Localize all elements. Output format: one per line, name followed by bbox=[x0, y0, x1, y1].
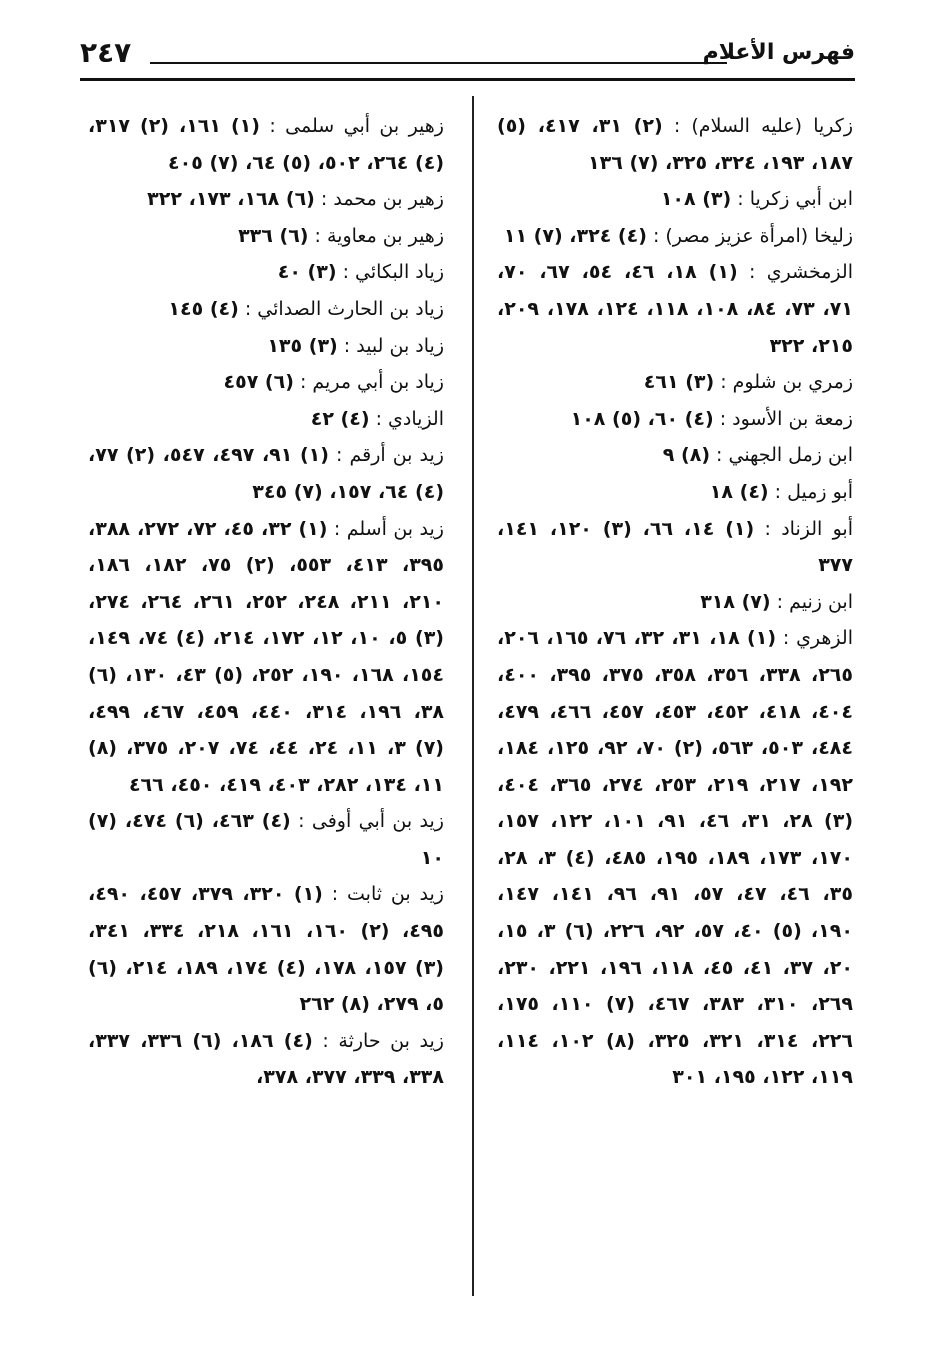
entry-page-refs: (٧) ٣١٨ bbox=[700, 590, 771, 613]
entry-separator: : bbox=[646, 224, 666, 247]
entry-name: ابن زمل الجهني bbox=[728, 444, 853, 467]
running-title: فهرس الأعلام bbox=[702, 40, 855, 65]
index-entry bbox=[88, 437, 444, 510]
entry-page-refs: (٤) ١٨٦، (٦) ٣٣٦، ٣٣٧، ٣٣٨، ٣٣٩، ٣٧٧، ٣٧٨، bbox=[88, 1029, 444, 1089]
header-dash-rule bbox=[150, 62, 727, 64]
index-entry bbox=[497, 218, 853, 255]
entry-name: الزيادي bbox=[388, 407, 444, 430]
index-entry bbox=[88, 218, 444, 255]
index-entry bbox=[88, 401, 444, 438]
entry-name: زيد بن أسلم bbox=[346, 517, 444, 540]
entry-separator: : bbox=[337, 334, 357, 357]
column-divider bbox=[472, 96, 474, 1296]
index-entry bbox=[88, 364, 444, 401]
entry-page-refs: (٤) ٣٢٤، (٧) ١١ bbox=[503, 224, 647, 247]
entry-page-refs: (٦) ٣٣٦ bbox=[238, 224, 309, 247]
entry-name: ابن أبي زكريا bbox=[749, 188, 853, 211]
entry-name: زمري بن شلوم bbox=[732, 371, 853, 394]
entry-name: زياد بن أبي مريم bbox=[312, 371, 444, 394]
entry-page-refs: (١) ١٦١، (٢) ٣١٧، (٤) ٢٦٤، ٥٠٢، (٥) ٦٤، (٧) ٤٠٥ bbox=[88, 115, 444, 174]
index-entry bbox=[88, 181, 444, 218]
entry-page-refs: (٣) ٤٦١ bbox=[643, 371, 715, 394]
index-entry bbox=[497, 474, 853, 511]
index-entry bbox=[497, 181, 853, 218]
entry-separator: : bbox=[312, 1029, 339, 1052]
entry-page-refs: (١) ١٨، ٤٦، ٥٤، ٦٧، ٧٠، ٧١، ٧٣، ٨٤، ١٠٨، ١١٨، ١٢٤، ١٧٨، ٢٠٩، ٢١٥، ٣٢٢ bbox=[497, 261, 853, 357]
entry-separator: : bbox=[770, 590, 790, 613]
entry-page-refs: (٣) ٤٠ bbox=[277, 261, 337, 284]
entry-page-refs: (١) ١٨، ٣١، ٣٢، ٧٦، ١٦٥، ٢٠٦، ٢٦٥، ٣٣٨، ٣٥٦، ٣٥٨، ٣٧٥، ٣٩٥، ٤٠٠، ٤٠٤، ٤١٨، ٤٥٢، ٤٥٣، ٤٥٧، ٤٦٦، ٤٧٩، ٤٨٤، ٥٠٣، ٥٦٣، (٢) ٧٠، ٩٢، ١٢٥، ١٨٤، ١٩٢، ٢١٧، ٢١٩، ٢٥٣، ٢٧٤، ٣٦٥، ٤٠٤، (٣) ٢٨، ٣١، ٤٦، ٩١، ١٠١، ١٢٢، ١٥٧، ١٧٠، ١٧٣، ١٨٩، ١٩٥، ٤٨٥، (٤) ٣، ٢٨، ٣٥، ٤٦، ٤٧، ٥٧، ٩١، ٩٦، ١٤١، ١٤٧، ١٩٠، (٥) ٤٠، ٥٧، ٩٢، ٢٢٦، (٦) ٣، ١٥، ٢٠، ٣٧، ٤١، ٤٥، ١١٨، ١٩٦، ٢٢١، ٢٣٠، ٢٦٩، ٣١٠، ٣٨٣، ٤٦٧، (٧) ١١٠، ١٧٥، ٢٢٦، ٣١٤، ٣٢١، ٣٢٥، (٨) ١٠٢، ١١٤، ١١٩، ١٢٢، ١٩٥، ٣٠١ bbox=[497, 627, 853, 1089]
index-entry bbox=[497, 584, 853, 621]
entry-separator: : bbox=[327, 517, 347, 540]
entry-page-refs: (٤) ٦٠، (٥) ١٠٨ bbox=[570, 407, 714, 430]
entry-name: أبو الزناد bbox=[781, 517, 853, 540]
entry-page-refs: (١) ٣٢، ٤٥، ٧٢، ٢٧٢، ٣٨٨، ٣٩٥، ٤١٣، ٥٥٣، (٢) ٧٥، ١٨٢، ١٨٦، ٢١٠، ٢١١، ٢٤٨، ٢٥٢، ٢٦١، ٢٦٤، ٢٧٤، (٣) ٥، ١٠، ١٢، ١٧٢، ٢١٤، (٤) ٧٤، ١٤٩، ١٥٤، ١٦٨، ١٩٠، ٢٥٢، (٥) ٤٣، ١٣٠، (٦) ٣٨، ١٩٦، ٣١٤، ٤٤٠، ٤٥٩، ٤٦٧، ٤٩٩، (٧) ٣، ١١، ٢٤، ٤٤، ٧٤، ٢٠٧، ٣٧٥، (٨) ١١، ١٣٤، ٢٨٢، ٤٠٣، ٤١٩، ٤٥٠، ٤٦٦ bbox=[88, 517, 444, 796]
index-entry bbox=[88, 803, 444, 876]
index-entry bbox=[88, 876, 444, 1022]
entry-separator: : bbox=[754, 517, 782, 540]
entry-name: زيد بن حارثة bbox=[338, 1029, 444, 1052]
entry-name: زيد بن أبي أوفى bbox=[311, 810, 444, 833]
entry-name: زيد بن ثابت bbox=[347, 883, 444, 906]
entry-separator: : bbox=[710, 444, 729, 467]
entry-separator: : bbox=[737, 261, 767, 284]
entry-page-refs: (٤) ٤٦٣، (٦) ٤٧٤، (٧) ١٠ bbox=[88, 810, 444, 869]
entry-separator: : bbox=[336, 261, 356, 284]
entry-page-refs: (١) ١٤، ٦٦، (٣) ١٢٠، ١٤١، ٣٧٧ bbox=[497, 517, 853, 577]
entry-name: الزهري bbox=[796, 627, 853, 650]
index-entry bbox=[497, 511, 853, 584]
entry-separator: : bbox=[776, 627, 797, 650]
entry-separator: : bbox=[308, 224, 327, 247]
entry-name: زياد بن لبيد bbox=[356, 334, 444, 357]
entry-separator: : bbox=[369, 407, 389, 430]
index-entry bbox=[88, 1023, 444, 1096]
entry-separator: : bbox=[662, 115, 692, 137]
entry-name: زليخا (امرأة عزيز مصر) bbox=[665, 224, 853, 247]
index-entry bbox=[497, 108, 853, 181]
entry-page-refs: (٤) ١٤٥ bbox=[168, 297, 239, 320]
page-number: ٢٤٧ bbox=[80, 36, 132, 69]
entry-page-refs: (١) ٩١، ٤٩٧، ٥٤٧، (٢) ٧٧، (٤) ٦٤، ١٥٧، (٧) ٣٤٥ bbox=[88, 444, 444, 503]
entry-page-refs: (٦) ١٦٨، ١٧٣، ٣٢٢ bbox=[147, 188, 315, 211]
header-rule bbox=[80, 78, 855, 81]
entry-name: الزمخشري bbox=[766, 261, 853, 284]
entry-name: أبو زميل bbox=[787, 480, 853, 503]
entry-separator: : bbox=[293, 371, 313, 394]
entry-page-refs: (٤) ٤٢ bbox=[310, 407, 370, 430]
entry-name: زمعة بن الأسود bbox=[732, 407, 853, 430]
index-entry bbox=[88, 291, 444, 328]
entry-separator: : bbox=[290, 810, 312, 833]
entry-separator: : bbox=[714, 371, 733, 394]
entry-name: زهير بن أبي سلمى bbox=[285, 115, 444, 137]
entry-page-refs: (٨) ٩ bbox=[662, 444, 710, 467]
entry-name: زهير بن معاوية bbox=[326, 224, 444, 247]
entry-separator: : bbox=[238, 297, 258, 320]
entry-separator: : bbox=[713, 407, 733, 430]
entry-name: زياد البكائي bbox=[355, 261, 444, 284]
entry-name: ابن زنيم bbox=[789, 590, 853, 613]
entry-page-refs: (١) ٣٢٠، ٣٧٩، ٤٥٧، ٤٩٠، ٤٩٥، (٢) ١٦٠، ١٦١، ٢١٨، ٣٣٤، ٣٤١، (٣) ١٥٧، ١٧٨، (٤) ١٧٤، ١٨٩، ٢١٤، (٦) ٥، ٢٧٩، (٨) ٢٦٢ bbox=[88, 883, 444, 1016]
entry-separator: : bbox=[731, 188, 750, 211]
entry-name: زكريا (عليه السلام) bbox=[691, 115, 853, 137]
entry-separator: : bbox=[259, 115, 286, 137]
index-entry bbox=[497, 620, 853, 1096]
entry-page-refs: (٣) ١٣٥ bbox=[267, 334, 338, 357]
entry-page-refs: (٣) ١٠٨ bbox=[660, 188, 732, 211]
entry-separator: : bbox=[768, 480, 788, 503]
index-entry bbox=[497, 364, 853, 401]
entry-name: زيد بن أرقم bbox=[349, 444, 444, 467]
index-entry bbox=[88, 328, 444, 365]
index-column-right bbox=[497, 108, 853, 1308]
entry-page-refs: (٦) ٤٥٧ bbox=[223, 371, 294, 394]
index-entry bbox=[497, 437, 853, 474]
index-entry bbox=[88, 511, 444, 804]
entry-separator: : bbox=[322, 883, 348, 906]
page-header bbox=[80, 36, 855, 80]
entry-separator: : bbox=[314, 188, 334, 211]
index-entry bbox=[88, 254, 444, 291]
index-entry bbox=[497, 254, 853, 364]
index-entry bbox=[497, 401, 853, 438]
entry-name: زياد بن الحارث الصدائي bbox=[257, 297, 444, 320]
entry-page-refs: (٢) ٣١، ٤١٧، (٥) ١٨٧، ١٩٣، ٣٢٤، ٣٢٥، (٧) ١٣٦ bbox=[497, 115, 853, 174]
index-entry bbox=[88, 108, 444, 181]
entry-separator: : bbox=[328, 444, 350, 467]
index-column-left bbox=[88, 108, 444, 1308]
entry-page-refs: (٤) ١٨ bbox=[709, 480, 769, 503]
entry-name: زهير بن محمد bbox=[333, 188, 444, 211]
